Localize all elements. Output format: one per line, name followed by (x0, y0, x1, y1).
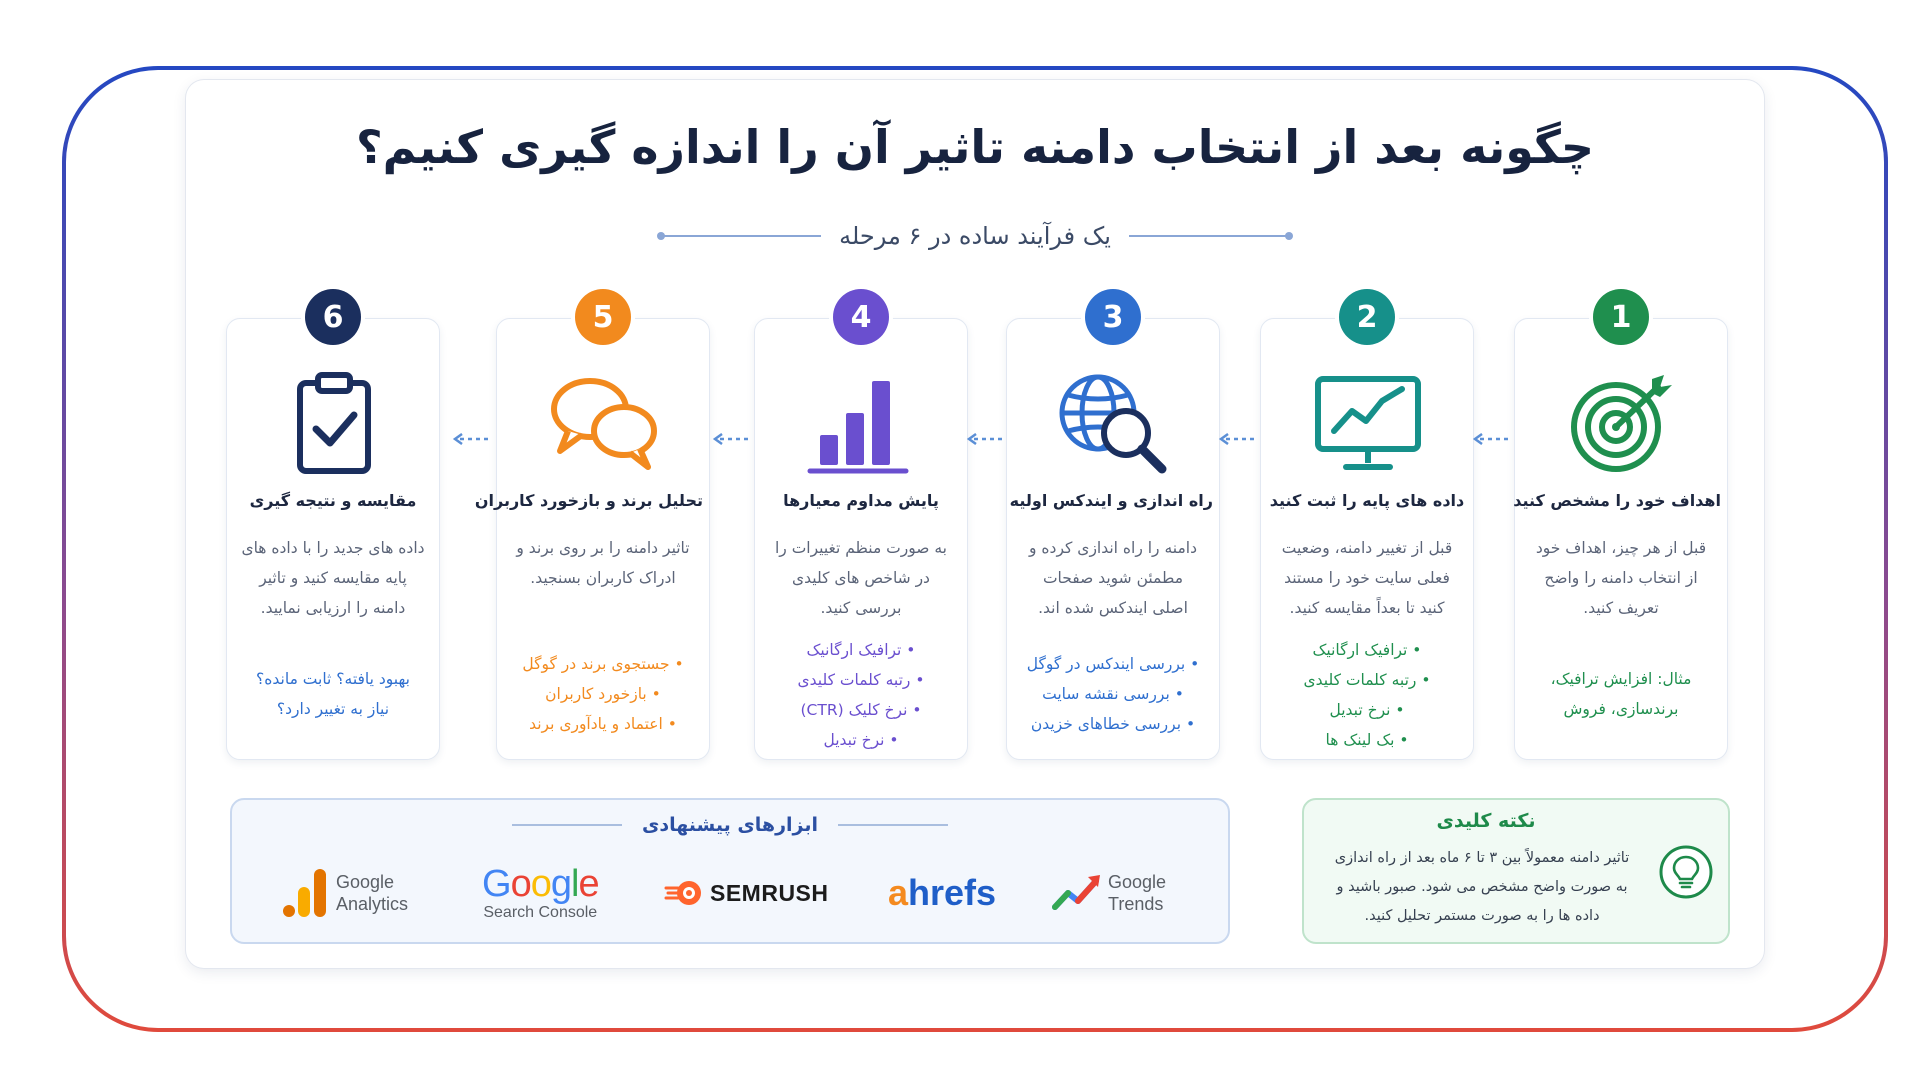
list-item: • بررسی نقشه سایت (1017, 679, 1209, 709)
divider (512, 824, 622, 826)
list-item: • ترافیک ارگانیک (1271, 635, 1463, 665)
list-item: • نرخ تبدیل (765, 725, 957, 755)
step-2-description: قبل از تغییر دامنه، وضعیت فعلی سایت خود را مستند کنید تا بعداً مقایسه کنید. (1281, 539, 1453, 617)
bar-chart-icon (802, 371, 922, 475)
step-6-title: مقایسه و نتیجه گیری (249, 491, 417, 510)
tools-title-row (232, 810, 1228, 840)
chat-bubbles-icon (544, 371, 664, 475)
page-title: چگونه بعد از انتخاب دامنه تاثیر آن را اندازه گیری کنیم؟ (356, 120, 1594, 174)
list-item: • اعتماد و یادآوری برند (507, 709, 699, 739)
key-note-panel (1302, 798, 1730, 944)
tool-google-search-console-subtitle: Search Console (483, 904, 598, 921)
list-item: • رتبه کلمات کلیدی (1271, 665, 1463, 695)
list-item: • ترافیک ارگانیک (765, 635, 957, 665)
list-item: • نرخ کلیک (CTR) (765, 695, 957, 725)
google-search-console-logo: Google (482, 863, 599, 905)
key-note-text: تاثیر دامنه معمولاً بین ۳ تا ۶ ماه بعد از راه اندازی به صورت واضح مشخص می شود. صبور باشید و داده ها را به صورت مستمر تحلیل کنید. (1334, 850, 1630, 924)
tool-google-analytics-line2: Analytics (336, 894, 409, 914)
target-icon (1562, 371, 1682, 475)
step-2-metrics-list (1271, 635, 1463, 755)
globe-search-icon (1054, 371, 1174, 475)
step-1-description: قبل از هر چیز، اهداف خود از انتخاب دامنه را واضح تعریف کنید. (1535, 539, 1707, 617)
step-2-card (1260, 299, 1474, 760)
connector-arrow-3-4 (966, 433, 1006, 445)
step-6-card (226, 299, 440, 760)
step-6-badge: 6 (305, 289, 361, 345)
connector-arrow-1-2 (1472, 433, 1512, 445)
list-item: • بازخورد کاربران (507, 679, 699, 709)
step-4-metrics-list (765, 635, 957, 755)
subtitle: یک فرآیند ساده در ۶ مرحله (839, 222, 1111, 250)
tool-google-trends-line2: Trends (1108, 894, 1164, 914)
step-5-card (474, 299, 710, 760)
tool-google-trends (1052, 858, 1166, 928)
connector-arrow-4-5 (712, 433, 752, 445)
step-2-badge: 2 (1339, 289, 1395, 345)
tool-ahrefs-label-rest: hrefs (908, 872, 997, 913)
step-5-title: تحلیل برند و بازخورد کاربران (474, 491, 703, 510)
step-3-title: راه اندازی و ایندکس اولیه (1009, 491, 1213, 510)
step-6-questions: بهبود یافته؟ ثابت مانده؟ نیاز به تغییر دارد؟ (256, 670, 410, 718)
tool-google-analytics (282, 858, 408, 928)
step-4-description: به صورت منظم تغییرات را در شاخص های کلیدی بررسی کنید. (775, 539, 947, 617)
subtitle-row (186, 216, 1764, 256)
tools-title: ابزارهای پیشنهادی (641, 814, 819, 836)
list-item: • نرخ تبدیل (1271, 695, 1463, 725)
step-4-badge: 4 (833, 289, 889, 345)
monitor-chart-icon (1308, 371, 1428, 475)
lightbulb-icon (1658, 844, 1714, 900)
step-3-card (1006, 299, 1220, 760)
step-1-example: مثال: افزایش ترافیک، برندسازی، فروش (1550, 670, 1692, 718)
step-3-checks-list (1017, 649, 1209, 739)
google-analytics-icon (282, 867, 328, 919)
subtitle-divider-right (1129, 235, 1289, 237)
step-5-badge: 5 (575, 289, 631, 345)
step-3-description: دامنه را راه اندازی کرده و مطمئن شوید صفحات اصلی ایندکس شده اند. (1029, 539, 1197, 617)
connector-arrow-5-6 (452, 433, 492, 445)
step-3-badge: 3 (1085, 289, 1141, 345)
list-item: • بررسی خطاهای خزیدن (1017, 709, 1209, 739)
step-1-badge: 1 (1593, 289, 1649, 345)
step-4-card (754, 299, 968, 760)
step-5-description: تاثیر دامنه را بر روی برند و ادراک کاربران بسنجید. (516, 539, 690, 587)
suggested-tools-panel (230, 798, 1230, 944)
key-note-title: نکته کلیدی (1436, 810, 1536, 832)
tool-semrush-label: SEMRUSH (710, 879, 829, 906)
tool-ahrefs-label-a: a (888, 872, 909, 913)
subtitle-divider-left (661, 235, 821, 237)
tool-google-analytics-line1: Google (336, 872, 395, 892)
step-4-title: پایش مداوم معیارها (783, 491, 939, 510)
clipboard-check-icon (274, 371, 394, 475)
google-trends-icon (1052, 873, 1102, 913)
connector-arrow-2-3 (1218, 433, 1258, 445)
step-1-card (1513, 299, 1728, 760)
ahrefs-logo (888, 858, 996, 928)
list-item: • بررسی ایندکس در گوگل (1017, 649, 1209, 679)
step-2-title: داده های پایه را ثبت کنید (1269, 491, 1465, 510)
list-item: • رتبه کلمات کلیدی (765, 665, 957, 695)
infographic-card (186, 80, 1764, 968)
semrush-icon (664, 878, 704, 908)
list-item: • بک لینک ها (1271, 725, 1463, 755)
list-item: • جستجوی برند در گوگل (507, 649, 699, 679)
step-1-title: اهداف خود را مشخص کنید (1513, 491, 1721, 510)
tool-google-search-console (482, 858, 599, 928)
tool-semrush (664, 858, 829, 928)
step-6-description: داده های جدید را با داده های پایه مقایسه کنید و تاثیر دامنه را ارزیابی نمایید. (241, 539, 425, 617)
tool-google-trends-line1: Google (1108, 872, 1167, 892)
divider (838, 824, 948, 826)
step-5-brand-list (507, 649, 699, 739)
